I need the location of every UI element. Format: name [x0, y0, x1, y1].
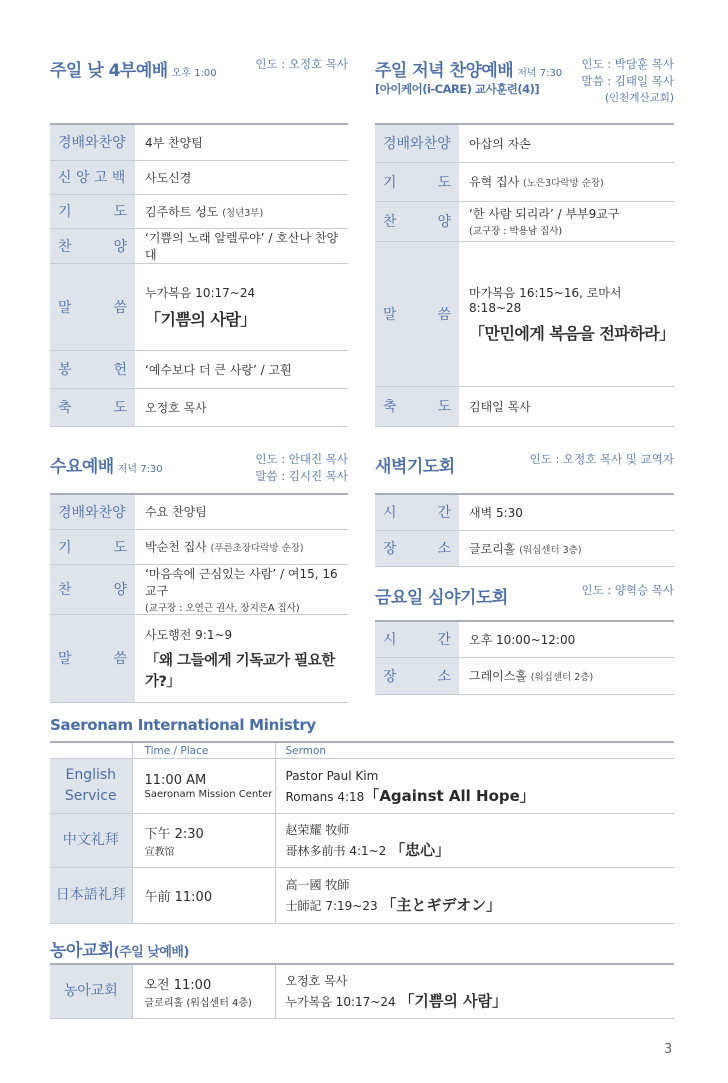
table-row [50, 228, 348, 263]
table-row [50, 263, 348, 350]
row-label [375, 201, 459, 241]
label-char: 양 [437, 214, 451, 230]
row-label [375, 621, 459, 657]
value-text: 누가복음 10:17~24 [145, 285, 256, 300]
row-label [50, 194, 135, 228]
label-char: 말 [58, 651, 72, 667]
time-text: 11:00 AM [144, 772, 207, 788]
dawn-leader: 인도 : 오정호 목사 및 교역자 [529, 452, 674, 466]
sunday4-title-text: 주일 낮 4부예배 [50, 61, 168, 81]
label-char: 도 [113, 539, 127, 556]
label-char: 말 [58, 299, 72, 316]
sermon-cell [275, 759, 674, 814]
verse: 哥林多前书 4:1~2 [285, 844, 387, 858]
table-row [50, 814, 674, 868]
nonga-title-suffix: (주일 낮예배) [113, 945, 189, 960]
wednesday-credits [220, 451, 348, 485]
label-char: 헌 [113, 362, 127, 378]
place-text: 宣教馆 [144, 847, 175, 858]
row-value: ‘기쁨의 노래 알렐루야’ / 호산나 찬양대 [135, 228, 348, 263]
header-time: Time / Place [132, 742, 275, 759]
wednesday-preacher: 말씀 : 김시진 목사 [255, 469, 348, 483]
time-text: 午前 11:00 [144, 890, 213, 905]
time-place [132, 868, 275, 924]
evening-title-text: 주일 저녁 찬양예배 [375, 61, 514, 81]
label-char: 도 [437, 399, 451, 415]
friday-title: 금요일 심야기도회 [375, 588, 508, 608]
row-label [375, 162, 459, 201]
sunday4-table [50, 123, 348, 427]
sermon-cell [275, 814, 674, 868]
row-label: 경배와찬양 [50, 494, 135, 529]
row-value: ‘예수보다 더 큰 사랑’ / 고훤 [135, 350, 348, 388]
label-char: 시 [383, 505, 397, 522]
table-row [50, 868, 674, 924]
row-value [135, 194, 348, 228]
friday-table [375, 620, 674, 695]
row-value [135, 564, 348, 614]
sermon-topic: 「기쁨의 사람」 [399, 991, 508, 1010]
header-sermon: Sermon [275, 742, 674, 759]
table-row [375, 530, 674, 566]
label-char: 소 [437, 668, 451, 685]
sermon-title: 「왜 그들에게 기독교가 필요한가?」 [145, 652, 335, 690]
time-text: 下午 2:30 [144, 827, 204, 842]
row-label: 신 앙 고 백 [50, 160, 135, 194]
value-note: (워십센터 3층) [519, 544, 582, 556]
row-value [459, 201, 674, 241]
row-label [375, 241, 459, 386]
row-value [135, 529, 348, 564]
sermon-cell [275, 868, 674, 924]
row-value [135, 263, 348, 350]
sunday4-time: 오후 1:00 [171, 68, 217, 79]
value-note: (청년3부) [222, 207, 264, 219]
table-row [375, 241, 674, 386]
label-char: 축 [58, 400, 72, 416]
value-text: 사도행전 9:1~9 [145, 627, 233, 642]
sermon-topic: 「主とギデオン」 [381, 896, 502, 914]
place-text: 글로리홀 (워십센터 4층) [144, 997, 252, 1009]
speaker: 오정호 목사 [285, 973, 348, 988]
row-label: 경배와찬양 [50, 124, 135, 160]
label-char: 간 [437, 505, 451, 522]
value-text: 글로리홀 [469, 541, 516, 556]
value-note: (노은3다락방 순장) [523, 178, 604, 189]
value-note: (교구장 : 박용남 집사) [469, 226, 563, 237]
row-label [375, 386, 459, 426]
row-label: 경배와찬양 [375, 124, 459, 162]
verse: Romans 4:18 [285, 789, 365, 804]
time-place [132, 964, 275, 1018]
value-text: 유혁 집사 [469, 175, 520, 189]
label-char: 기 [383, 174, 397, 191]
sermon-topic: 「忠心」 [390, 841, 451, 859]
sermon-title: 「만민에게 복음을 전파하라」 [469, 323, 675, 343]
row-label [375, 530, 459, 566]
wednesday-time: 저녁 7:30 [117, 464, 163, 475]
label-char: 씀 [437, 306, 451, 323]
value-text: ‘한 사람 되리라’ / 부부9교구 [469, 207, 620, 221]
sunday4-title [50, 56, 217, 81]
row-value: 사도신경 [135, 160, 348, 194]
table-row [50, 388, 348, 426]
value-note: (워십센터 2층) [530, 672, 594, 683]
evening-credits [560, 56, 674, 107]
row-value: 4부 찬양팀 [135, 124, 348, 160]
row-value [459, 241, 674, 386]
wednesday-table [50, 493, 348, 703]
sermon-cell [275, 964, 674, 1018]
label-char: 간 [437, 632, 451, 649]
international-title: Saeronam International Ministry [50, 716, 316, 734]
label-char: 장 [383, 668, 397, 685]
table-row [50, 160, 348, 194]
friday-leader: 인도 : 양혁승 목사 [581, 583, 674, 597]
row-value [135, 614, 348, 702]
row-value: 아삽의 자손 [459, 124, 674, 162]
label-char: 찬 [58, 238, 72, 255]
row-value: 오정호 목사 [135, 388, 348, 426]
evening-preacher: 말씀 : 김태일 목사 [581, 74, 674, 88]
row-label [375, 494, 459, 530]
table-row [50, 564, 348, 614]
row-label [50, 529, 135, 564]
table-row [375, 201, 674, 241]
dawn-title: 새벽기도회 [375, 457, 455, 477]
row-value: 새벽 5:30 [459, 494, 674, 530]
evening-subtitle [375, 78, 539, 98]
table-row [375, 386, 674, 426]
value-text: 박순천 집사 [145, 540, 207, 554]
table-row [50, 614, 348, 702]
sermon-topic: 「Against All Hope」 [364, 786, 535, 805]
table-row [50, 124, 348, 160]
label-char: 씀 [113, 299, 127, 316]
table-row [50, 350, 348, 388]
table-header [50, 742, 674, 759]
label-char: 축 [383, 399, 397, 415]
row-value [459, 657, 674, 694]
label-char: 양 [113, 238, 127, 255]
table-row [375, 124, 674, 162]
row-label: English Service [50, 759, 132, 814]
row-value: 수요 찬양팀 [135, 494, 348, 529]
nonga-title [50, 936, 189, 961]
evening-leader: 인도 : 박담훈 목사 [581, 57, 674, 71]
row-label [50, 388, 135, 426]
label-char: 찬 [383, 214, 397, 230]
row-label [50, 564, 135, 614]
evening-church: (인천계산교회) [604, 92, 674, 104]
row-label [375, 657, 459, 694]
row-value: 오후 10:00~12:00 [459, 621, 674, 657]
value-text: ‘마음속에 근심있는 사람’ / 여15, 16교구 [145, 566, 338, 598]
table-row [50, 964, 674, 1018]
label-char: 말 [383, 306, 397, 323]
time-text: 오전 11:00 [144, 977, 212, 993]
table-row [50, 759, 674, 814]
wednesday-leader: 인도 : 안대진 목사 [255, 452, 348, 466]
label-char: 소 [437, 541, 451, 557]
label-char: 양 [113, 582, 127, 598]
place-text: Saeronam Mission Center [144, 788, 273, 800]
dawn-table [375, 493, 674, 567]
table-row [375, 657, 674, 694]
label-char: 기 [58, 539, 72, 556]
label-char: 장 [383, 541, 397, 557]
nonga-title-text: 농아교회 [50, 941, 114, 961]
label-char: 도 [113, 400, 127, 416]
page-number: 3 [664, 1042, 673, 1057]
table-row [50, 494, 348, 529]
label-char: 기 [58, 204, 72, 220]
speaker: 赵荣耀 牧师 [285, 823, 350, 837]
row-label: 농아교회 [50, 964, 132, 1018]
label-char: 씀 [113, 651, 127, 667]
row-label [50, 350, 135, 388]
time-place [132, 759, 275, 814]
table-row [50, 529, 348, 564]
label-char: 시 [383, 632, 397, 649]
time-place [132, 814, 275, 868]
row-label: 中文礼拜 [50, 814, 132, 868]
speaker: Pastor Paul Kim [285, 768, 379, 783]
nonga-table [50, 963, 674, 1019]
wednesday-title-text: 수요예배 [50, 457, 114, 477]
row-value [459, 162, 674, 201]
evening-time: 저녁 7:30 [517, 68, 563, 79]
row-label [50, 614, 135, 702]
row-label [50, 228, 135, 263]
label-char: 도 [113, 204, 127, 220]
table-row [375, 162, 674, 201]
label-char: 찬 [58, 582, 72, 598]
header-blank [50, 742, 132, 759]
label-char: 도 [437, 174, 451, 191]
evening-subtitle-text: [아이케어(i-CARE) 교사훈련(4)] [375, 82, 540, 96]
label-char: 봉 [58, 362, 72, 378]
speaker: 高一國 牧師 [285, 878, 350, 892]
value-text: 그레이스홀 [469, 669, 527, 683]
evening-table [375, 123, 674, 427]
value-text: 마가복음 16:15~16, 로마서 8:18~28 [469, 285, 622, 315]
value-text: 김주하트 성도 [145, 204, 219, 219]
row-label [50, 263, 135, 350]
international-table [50, 741, 674, 924]
verse: 士師記 7:19~23 [285, 899, 378, 913]
wednesday-title [50, 452, 163, 477]
value-note: (교구장 : 오연근 권사, 장지은A 집사) [145, 602, 300, 614]
value-note: (푸른초장다락방 순장) [210, 543, 304, 554]
row-value: 김태일 목사 [459, 386, 674, 426]
row-label: 日本語礼拜 [50, 868, 132, 924]
row-value [459, 530, 674, 566]
sunday4-leader: 인도 : 오정호 목사 [255, 57, 348, 71]
verse: 누가복음 10:17~24 [285, 994, 396, 1009]
table-row [375, 494, 674, 530]
sermon-title: 「기쁨의 사람」 [145, 309, 256, 329]
table-row [50, 194, 348, 228]
table-row [375, 621, 674, 657]
